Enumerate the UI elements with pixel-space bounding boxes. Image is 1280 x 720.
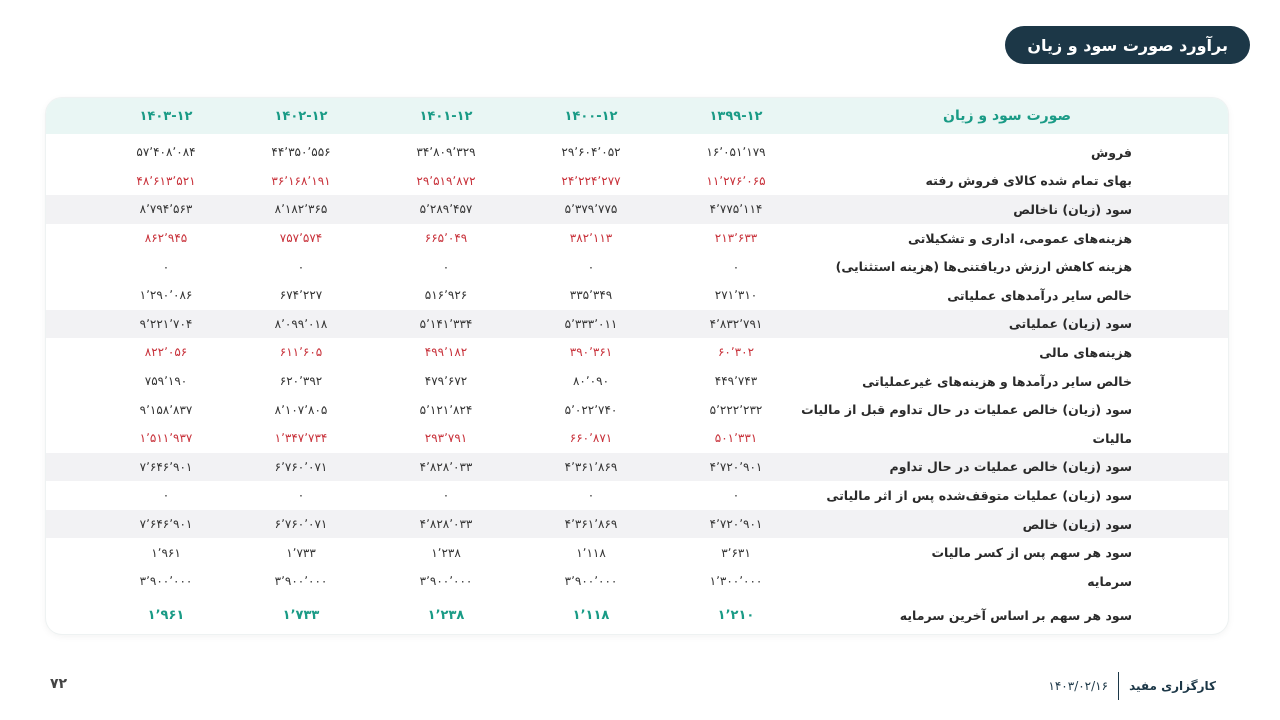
row-value: ۲۱۳٬۶۳۳: [714, 231, 758, 246]
row-value: ۶٬۷۶۰٬۰۷۱: [274, 459, 328, 474]
header-year-1400: ۱۴۰۰-۱۲: [564, 108, 618, 124]
row-label: سود (زیان) خالص عملیات در حال تداوم: [889, 459, 1132, 475]
table-row: [46, 195, 1228, 224]
row-value: ۸٬۷۹۴٬۵۶۳: [139, 202, 193, 217]
row-value: ۴٬۳۶۱٬۸۶۹: [564, 517, 618, 532]
row-value: ۲۹۳٬۷۹۱: [424, 431, 468, 446]
row-value: ۰: [587, 488, 595, 503]
row-value: ۱٬۲۱۰: [717, 608, 755, 624]
row-value: ۵٬۲۲۲٬۲۳۲: [709, 402, 763, 417]
header-label: صورت سود و زیان: [943, 108, 1072, 124]
row-value: ۹٬۱۵۸٬۸۳۷: [139, 402, 193, 417]
row-value: ۴۴۹٬۷۴۳: [714, 374, 758, 389]
table-row: [46, 602, 1228, 631]
table-row: [46, 510, 1228, 539]
table-row: [46, 481, 1228, 510]
row-value: ۱۶٬۰۵۱٬۱۷۹: [706, 145, 766, 160]
row-label: سود هر سهم بر اساس آخرین سرمایه: [899, 608, 1132, 624]
table-row: [46, 338, 1228, 367]
row-value: ۰: [732, 488, 740, 503]
row-value: ۳۴٬۸۰۹٬۳۲۹: [416, 145, 476, 160]
row-value: ۸۲۲٬۰۵۶: [144, 345, 188, 360]
row-value: ۲۴٬۲۲۴٬۲۷۷: [561, 173, 621, 188]
page-title: برآورد صورت سود و زیان: [1005, 26, 1250, 64]
row-label: سرمایه: [1087, 573, 1132, 589]
row-label: فروش: [1091, 144, 1132, 160]
row-label: سود (زیان) عملیاتی: [1008, 316, 1132, 332]
row-value: ۵۱۶٬۹۲۶: [424, 288, 468, 303]
row-value: ۵٬۲۸۹٬۴۵۷: [419, 202, 473, 217]
row-value: ۴٬۳۶۱٬۸۶۹: [564, 459, 618, 474]
row-value: ۰: [732, 259, 740, 274]
table-row: [46, 252, 1228, 281]
table-header-row: [46, 98, 1228, 134]
row-label: بهای تمام شده کالای فروش رفته: [925, 173, 1132, 189]
row-label: هزینه‌های عمومی، اداری و تشکیلاتی: [908, 230, 1132, 246]
row-value: ۴٬۷۲۰٬۹۰۱: [709, 459, 763, 474]
footer-divider: [1118, 672, 1119, 700]
row-value: ۴٬۸۳۲٬۷۹۱: [709, 316, 763, 331]
row-value: ۵۰۱٬۳۳۱: [714, 431, 758, 446]
row-value: ۶٬۷۶۰٬۰۷۱: [274, 517, 328, 532]
row-value: ۴۸٬۶۱۳٬۵۲۱: [136, 173, 196, 188]
row-value: ۱٬۳۴۷٬۷۳۴: [274, 431, 328, 446]
row-value: ۱٬۱۱۸: [572, 608, 610, 624]
row-value: ۰: [442, 259, 450, 274]
row-value: ۱٬۲۳۸: [427, 608, 465, 624]
table-row: [46, 224, 1228, 253]
row-value: ۳۶٬۱۶۸٬۱۹۱: [271, 173, 331, 188]
table-row: [46, 138, 1228, 167]
row-label: خالص سایر درآمدهای عملیاتی: [947, 287, 1132, 303]
table-row: [46, 310, 1228, 339]
table-row: [46, 167, 1228, 196]
row-value: ۳۹۰٬۳۶۱: [569, 345, 613, 360]
row-value: ۱٬۵۱۱٬۹۳۷: [139, 431, 193, 446]
table-row: [46, 281, 1228, 310]
row-value: ۳۸۲٬۱۱۳: [569, 231, 613, 246]
footer-brand-block: [1048, 672, 1216, 700]
row-value: ۰: [297, 488, 305, 503]
row-value: ۶۲۰٬۳۹۲: [279, 374, 323, 389]
row-value: ۸٬۱۰۷٬۸۰۵: [274, 402, 328, 417]
row-value: ۴٬۸۲۸٬۰۳۳: [419, 517, 473, 532]
row-value: ۳٬۹۰۰٬۰۰۰: [139, 574, 193, 589]
row-value: ۳٬۶۳۱: [721, 545, 751, 560]
row-value: ۸٬۰۹۹٬۰۱۸: [274, 316, 328, 331]
row-value: ۴۷۹٬۶۷۲: [424, 374, 468, 389]
row-value: ۴٬۷۲۰٬۹۰۱: [709, 517, 763, 532]
row-value: ۱٬۷۳۳: [286, 545, 316, 560]
row-value: ۲۷۱٬۳۱۰: [714, 288, 758, 303]
row-value: ۲۹٬۶۰۴٬۰۵۲: [561, 145, 621, 160]
header-year-1402: ۱۴۰۲-۱۲: [274, 108, 328, 124]
row-value: ۲۹٬۵۱۹٬۸۷۲: [416, 173, 476, 188]
row-value: ۵٬۳۳۳٬۰۱۱: [564, 316, 618, 331]
row-value: ۶۱۱٬۶۰۵: [279, 345, 323, 360]
row-value: ۶۶۰٬۸۷۱: [569, 431, 613, 446]
row-label: مالیات: [1092, 430, 1132, 446]
row-label: سود (زیان) عملیات متوقف‌شده پس از اثر مالیاتی: [826, 487, 1132, 503]
row-label: خالص سایر درآمدها و هزینه‌های غیرعملیاتی: [862, 373, 1132, 389]
table-row: [46, 367, 1228, 396]
row-label: هزینه کاهش ارزش دریافتنی‌ها (هزینه استثنایی): [835, 259, 1132, 275]
row-value: ۵٬۰۲۲٬۷۴۰: [564, 402, 618, 417]
row-value: ۰: [442, 488, 450, 503]
row-value: ۸۰٬۰۹۰: [572, 374, 610, 389]
row-value: ۳٬۹۰۰٬۰۰۰: [274, 574, 328, 589]
table-row: [46, 453, 1228, 482]
row-value: ۶۷۴٬۲۲۷: [279, 288, 323, 303]
row-value: ۵٬۱۲۱٬۸۲۴: [419, 402, 473, 417]
row-value: ۱٬۹۶۱: [151, 545, 181, 560]
row-value: ۰: [587, 259, 595, 274]
row-value: ۷٬۶۴۶٬۹۰۱: [139, 517, 193, 532]
row-value: ۵۷٬۴۰۸٬۰۸۴: [136, 145, 196, 160]
table-row: [46, 538, 1228, 567]
row-value: ۴۹۹٬۱۸۲: [424, 345, 468, 360]
row-value: ۱٬۲۳۸: [431, 545, 461, 560]
row-value: ۵٬۱۴۱٬۳۳۴: [419, 316, 473, 331]
row-value: ۴۴٬۳۵۰٬۵۵۶: [271, 145, 331, 160]
brand-name: کارگزاری مفید: [1129, 679, 1216, 693]
row-value: ۳۳۵٬۳۴۹: [569, 288, 613, 303]
row-value: ۴٬۷۷۵٬۱۱۴: [709, 202, 763, 217]
row-label: سود هر سهم پس از کسر مالیات: [931, 545, 1132, 561]
row-value: ۰: [162, 259, 170, 274]
row-value: ۹٬۲۲۱٬۷۰۴: [139, 316, 193, 331]
row-value: ۶۰٬۳۰۲: [717, 345, 755, 360]
header-year-1401: ۱۴۰۱-۱۲: [419, 108, 473, 124]
row-value: ۷۵۹٬۱۹۰: [144, 374, 188, 389]
header-year-1399: ۱۳۹۹-۱۲: [709, 108, 763, 124]
table-row: [46, 424, 1228, 453]
row-value: ۱٬۹۶۱: [147, 608, 185, 624]
row-value: ۸٬۱۸۲٬۳۶۵: [274, 202, 328, 217]
row-value: ۳٬۹۰۰٬۰۰۰: [564, 574, 618, 589]
page-number: ۷۲: [50, 676, 68, 692]
income-statement-table: [46, 98, 1228, 634]
row-value: ۱۱٬۲۷۶٬۰۶۵: [706, 173, 766, 188]
row-value: ۱٬۷۳۳: [282, 608, 320, 624]
row-value: ۷٬۶۴۶٬۹۰۱: [139, 459, 193, 474]
row-value: ۱٬۱۱۸: [576, 545, 606, 560]
row-value: ۴٬۸۲۸٬۰۳۳: [419, 459, 473, 474]
row-label: سود (زیان) خالص عملیات در حال تداوم قبل از مالیات: [801, 402, 1132, 418]
row-label: سود (زیان) خالص: [1022, 516, 1132, 532]
row-value: ۸۶۲٬۹۴۵: [144, 231, 188, 246]
row-value: ۰: [297, 259, 305, 274]
table-row: [46, 567, 1228, 596]
row-value: ۷۵۷٬۵۷۴: [279, 231, 323, 246]
row-value: ۶۶۵٬۰۴۹: [424, 231, 468, 246]
row-value: ۰: [162, 488, 170, 503]
row-label: سود (زیان) ناخالص: [1013, 201, 1132, 217]
row-label: هزینه‌های مالی: [1039, 344, 1132, 360]
row-value: ۳٬۹۰۰٬۰۰۰: [419, 574, 473, 589]
header-year-1403: ۱۴۰۳-۱۲: [139, 108, 193, 124]
row-value: ۵٬۳۷۹٬۷۷۵: [564, 202, 618, 217]
row-value: ۱٬۳۰۰٬۰۰۰: [709, 574, 763, 589]
footer-date: ۱۴۰۳/۰۲/۱۶: [1048, 679, 1109, 693]
row-value: ۱٬۲۹۰٬۰۸۶: [139, 288, 193, 303]
table-row: [46, 395, 1228, 424]
